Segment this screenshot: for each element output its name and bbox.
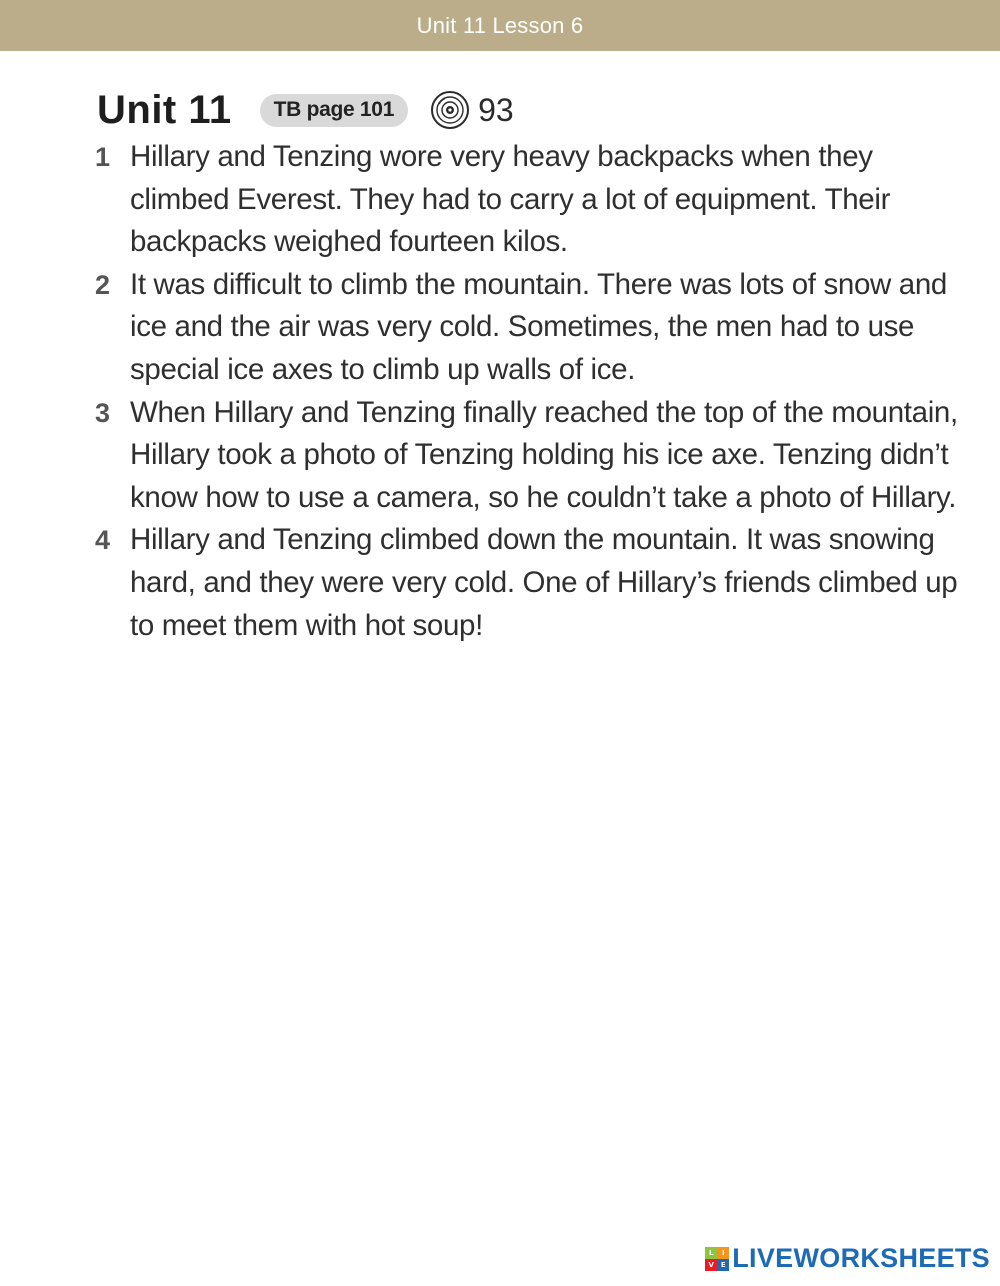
track-number: 93 bbox=[478, 91, 514, 128]
list-item bbox=[95, 519, 965, 647]
item-number: 2 bbox=[95, 269, 110, 300]
logo-letter: E bbox=[717, 1259, 729, 1271]
item-text: Hillary and Tenzing wore very heavy backpacks when they climbed Everest. They had to carry a lot of equipment. Their backpacks weighed fourteen kilos. bbox=[130, 140, 891, 259]
item-text: Hillary and Tenzing climbed down the mountain. It was snowing hard, and they were very cold. One of Hillary’s friends climbed up to meet them with hot soup! bbox=[130, 523, 958, 642]
unit-title: Unit 11 bbox=[97, 87, 232, 132]
cd-icon bbox=[430, 90, 470, 130]
item-number: 4 bbox=[95, 525, 110, 556]
liveworksheets-brand[interactable] bbox=[705, 1243, 990, 1274]
item-number: 1 bbox=[95, 142, 110, 172]
logo-letter: L bbox=[705, 1247, 717, 1259]
list-item bbox=[95, 136, 965, 264]
item-text: It was difficult to climb the mountain. There was lots of snow and ice and the air was very cold. Sometimes, the men had to use special ice axes to climb up walls of ice. bbox=[130, 267, 947, 386]
list-item bbox=[95, 264, 965, 392]
tb-page-badge: TB page 101 bbox=[260, 94, 408, 127]
banner-title: Unit 11 Lesson 6 bbox=[416, 12, 584, 38]
numbered-list bbox=[95, 136, 965, 647]
unit-heading bbox=[97, 86, 514, 134]
liveworksheets-logo-icon bbox=[705, 1247, 729, 1271]
item-number: 3 bbox=[95, 397, 110, 428]
logo-letter: V bbox=[705, 1259, 717, 1271]
list-item bbox=[95, 392, 965, 520]
brand-text: LIVEWORKSHEETS bbox=[732, 1243, 990, 1273]
top-banner bbox=[0, 0, 1000, 51]
item-text: When Hillary and Tenzing finally reached the top of the mountain, Hillary took a photo of Tenzing holding his ice axe. Tenzing didn’t know how to use a camera, so he couldn’t take a photo of Hillary. bbox=[130, 395, 958, 514]
logo-letter: I bbox=[717, 1247, 729, 1259]
